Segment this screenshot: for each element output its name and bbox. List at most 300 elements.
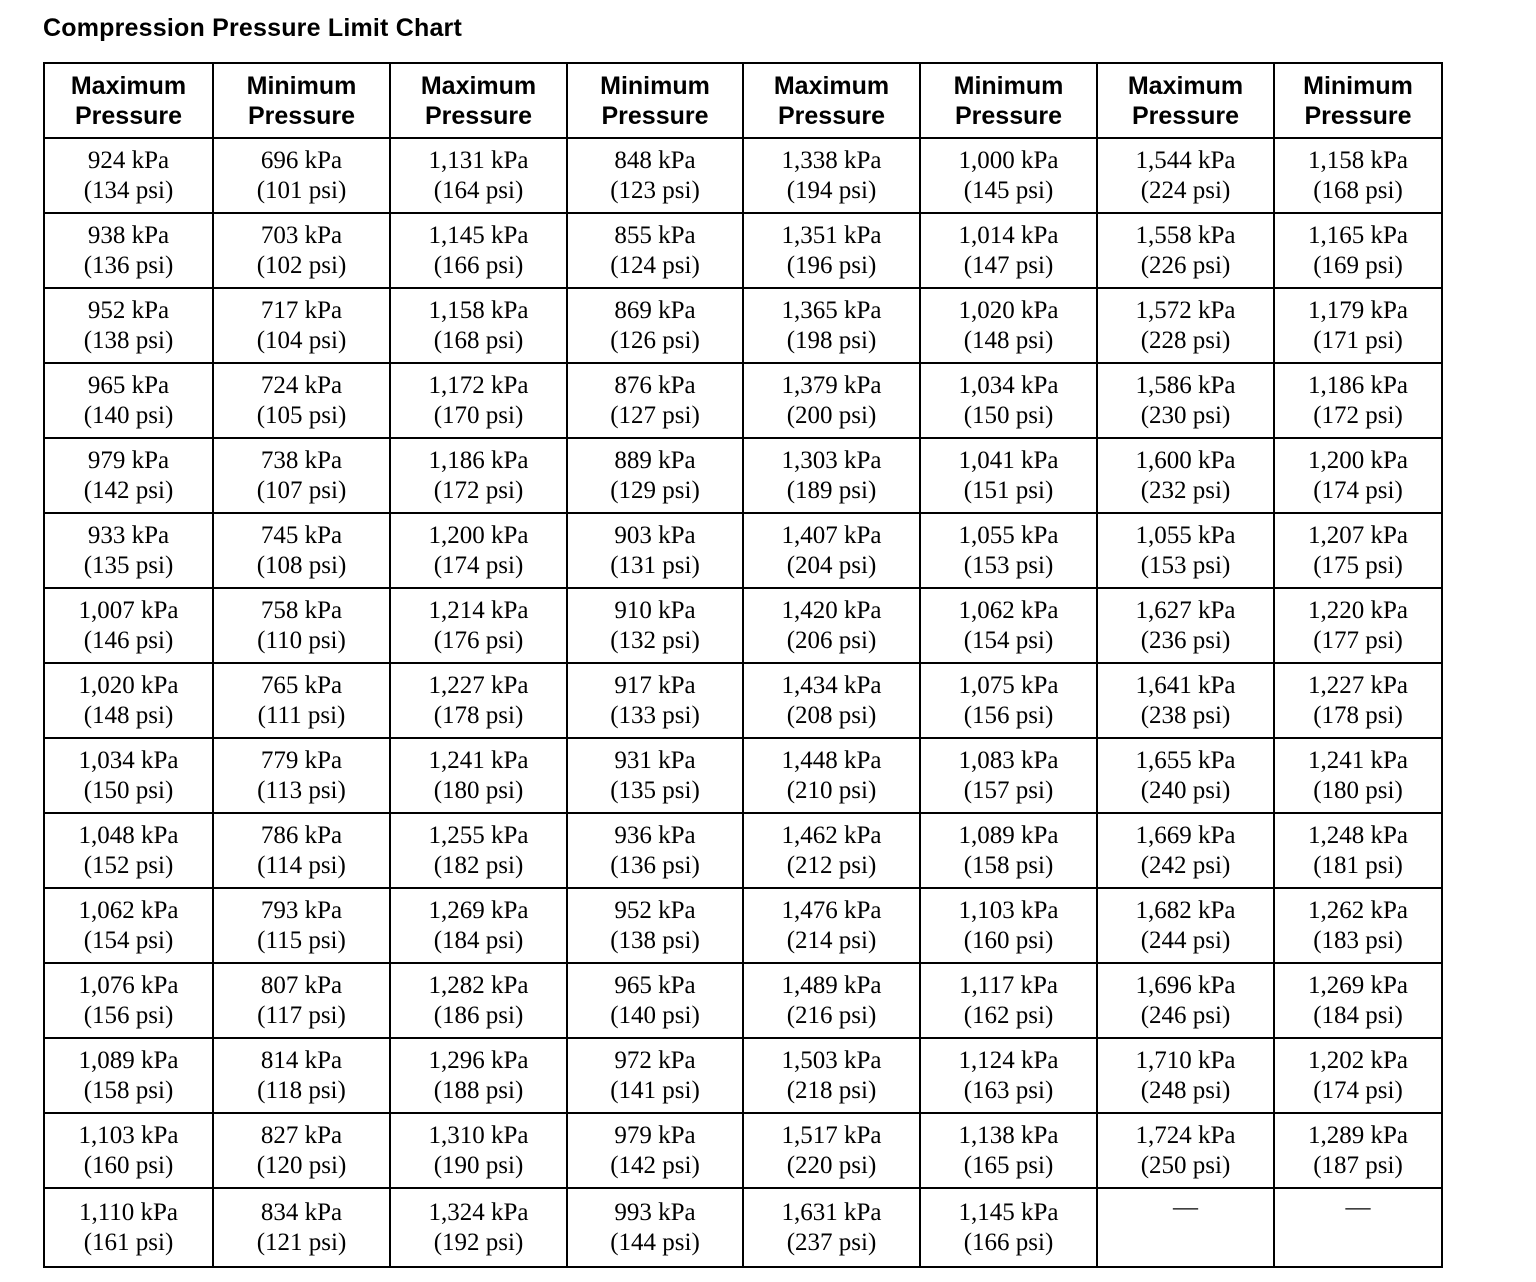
kpa-value: 1,089 kPa <box>78 1046 179 1074</box>
kpa-value: 1,124 kPa <box>958 1046 1059 1074</box>
table-cell <box>1274 213 1442 288</box>
table-cell <box>743 138 920 213</box>
kpa-value: 1,503 kPa <box>781 1046 882 1074</box>
table-cell <box>213 363 390 438</box>
column-header-line: Pressure <box>954 101 1063 130</box>
kpa-value: 1,696 kPa <box>1135 971 1236 999</box>
table-cell <box>920 663 1097 738</box>
column-header-line: Pressure <box>601 101 709 130</box>
psi-value: (166 psi) <box>963 1228 1054 1256</box>
table-cell <box>567 813 743 888</box>
psi-value: (165 psi) <box>963 1151 1054 1179</box>
table-cell <box>743 513 920 588</box>
column-header <box>1097 63 1274 138</box>
table-cell <box>44 1038 213 1113</box>
table-cell <box>567 438 743 513</box>
psi-value: (153 psi) <box>1140 551 1231 579</box>
kpa-value: 1,103 kPa <box>78 1121 179 1149</box>
kpa-value: 917 kPa <box>614 671 696 699</box>
kpa-value: 1,420 kPa <box>781 596 882 624</box>
table-cell <box>567 213 743 288</box>
kpa-value: 1,558 kPa <box>1135 221 1236 249</box>
psi-value: (175 psi) <box>1313 551 1403 579</box>
table-cell <box>44 588 213 663</box>
kpa-value: 1,669 kPa <box>1135 821 1236 849</box>
table-cell <box>1097 213 1274 288</box>
kpa-value: 1,434 kPa <box>781 671 882 699</box>
table-cell <box>390 588 567 663</box>
psi-value: (114 psi) <box>257 851 346 879</box>
kpa-value: 952 kPa <box>614 896 696 924</box>
psi-value: (131 psi) <box>610 551 700 579</box>
psi-value: (250 psi) <box>1140 1151 1231 1179</box>
kpa-value: 1,034 kPa <box>78 746 179 774</box>
psi-value: (156 psi) <box>963 701 1054 729</box>
psi-value: (198 psi) <box>786 326 877 354</box>
table-cell <box>1097 888 1274 963</box>
table-row <box>44 288 1442 363</box>
table-cell <box>44 738 213 813</box>
kpa-value: 965 kPa <box>87 371 170 399</box>
table-cell <box>743 1038 920 1113</box>
kpa-value: 1,710 kPa <box>1135 1046 1236 1074</box>
kpa-value: 793 kPa <box>260 896 343 924</box>
column-header-line: Maximum <box>70 71 187 100</box>
table-cell <box>213 1038 390 1113</box>
kpa-value: 724 kPa <box>260 371 343 399</box>
psi-value: (150 psi) <box>83 776 174 804</box>
kpa-value: 1,324 kPa <box>428 1198 529 1226</box>
kpa-value: 1,202 kPa <box>1308 1046 1408 1074</box>
table-cell <box>1097 288 1274 363</box>
table-cell <box>567 888 743 963</box>
kpa-value: 938 kPa <box>87 221 170 249</box>
psi-value: (127 psi) <box>610 401 700 429</box>
kpa-value: 903 kPa <box>614 521 696 549</box>
psi-value: (138 psi) <box>610 926 700 954</box>
table-row <box>44 888 1442 963</box>
kpa-value: 1,007 kPa <box>78 596 179 624</box>
table-row <box>44 1113 1442 1188</box>
table-cell <box>1097 663 1274 738</box>
kpa-value: 931 kPa <box>614 746 696 774</box>
kpa-value: 1,255 kPa <box>428 821 529 849</box>
kpa-value: 1,117 kPa <box>958 971 1059 999</box>
kpa-value: 1,724 kPa <box>1135 1121 1236 1149</box>
table-cell <box>567 1188 743 1267</box>
psi-value: (180 psi) <box>433 776 524 804</box>
column-header-line: Pressure <box>424 101 533 130</box>
table-cell <box>213 1113 390 1188</box>
kpa-value: 1,351 kPa <box>781 221 882 249</box>
kpa-value: 869 kPa <box>614 296 696 324</box>
kpa-value: 1,048 kPa <box>78 821 179 849</box>
table-row <box>44 813 1442 888</box>
column-header-line: Pressure <box>1304 101 1412 130</box>
psi-value: (121 psi) <box>256 1228 347 1256</box>
table-cell <box>1097 813 1274 888</box>
table-cell <box>213 588 390 663</box>
psi-value: (107 psi) <box>256 476 347 504</box>
kpa-value: 979 kPa <box>614 1121 696 1149</box>
psi-value: (183 psi) <box>1313 926 1403 954</box>
psi-value: (216 psi) <box>786 1001 877 1029</box>
psi-value: (160 psi) <box>963 926 1054 954</box>
kpa-value: 786 kPa <box>260 821 343 849</box>
kpa-value: 1,489 kPa <box>781 971 882 999</box>
table-cell <box>1097 963 1274 1038</box>
empty-dash: — <box>1345 1194 1371 1221</box>
psi-value: (146 psi) <box>83 626 174 654</box>
table-cell <box>1274 963 1442 1038</box>
psi-value: (172 psi) <box>1313 401 1403 429</box>
kpa-value: 745 kPa <box>260 521 343 549</box>
kpa-value: 1,338 kPa <box>781 146 882 174</box>
kpa-value: 1,517 kPa <box>781 1121 882 1149</box>
psi-value: (101 psi) <box>256 176 347 204</box>
psi-value: (156 psi) <box>83 1001 174 1029</box>
kpa-value: 1,041 kPa <box>958 446 1059 474</box>
table-cell <box>743 963 920 1038</box>
table-cell <box>920 1038 1097 1113</box>
table-cell <box>567 963 743 1038</box>
column-header-line: Pressure <box>247 101 356 130</box>
table-cell <box>390 438 567 513</box>
psi-value: (178 psi) <box>1313 701 1403 729</box>
psi-value: (154 psi) <box>83 926 174 954</box>
psi-value: (189 psi) <box>786 476 877 504</box>
table-cell <box>743 288 920 363</box>
table-row <box>44 138 1442 213</box>
kpa-value: 1,448 kPa <box>781 746 882 774</box>
kpa-value: 1,076 kPa <box>78 971 179 999</box>
kpa-value: 1,172 kPa <box>428 371 529 399</box>
table-cell <box>390 1113 567 1188</box>
kpa-value: 827 kPa <box>260 1121 343 1149</box>
kpa-value: 696 kPa <box>260 146 343 174</box>
kpa-value: 1,145 kPa <box>958 1198 1059 1226</box>
psi-value: (232 psi) <box>1140 476 1231 504</box>
kpa-value: 1,476 kPa <box>781 896 882 924</box>
column-header <box>213 63 390 138</box>
psi-value: (204 psi) <box>786 551 877 579</box>
kpa-value: 1,631 kPa <box>781 1198 882 1226</box>
column-header-line: Maximum <box>773 71 890 100</box>
table-cell <box>1097 588 1274 663</box>
psi-value: (200 psi) <box>786 401 877 429</box>
table-cell <box>920 1188 1097 1267</box>
table-cell <box>213 138 390 213</box>
psi-value: (208 psi) <box>786 701 877 729</box>
table-cell <box>44 438 213 513</box>
table-cell <box>567 363 743 438</box>
psi-value: (138 psi) <box>83 326 174 354</box>
kpa-value: 765 kPa <box>260 671 343 699</box>
kpa-value: 1,207 kPa <box>1308 521 1408 549</box>
table-cell <box>213 888 390 963</box>
psi-value: (104 psi) <box>256 326 347 354</box>
table-cell <box>44 1113 213 1188</box>
psi-value: (184 psi) <box>1313 1001 1403 1029</box>
psi-value: (123 psi) <box>610 176 700 204</box>
table-row <box>44 513 1442 588</box>
table-cell <box>567 588 743 663</box>
table-cell <box>920 738 1097 813</box>
table-row <box>44 438 1442 513</box>
psi-value: (237 psi) <box>786 1228 877 1256</box>
psi-value: (141 psi) <box>610 1076 700 1104</box>
table-cell <box>1097 138 1274 213</box>
psi-value: (126 psi) <box>610 326 700 354</box>
table-cell <box>920 588 1097 663</box>
column-header-line: Minimum <box>1303 71 1413 100</box>
psi-value: (162 psi) <box>963 1001 1054 1029</box>
table-row <box>44 588 1442 663</box>
table-cell <box>1097 438 1274 513</box>
psi-value: (117 psi) <box>257 1001 346 1029</box>
column-header-line: Pressure <box>1131 101 1240 130</box>
psi-value: (148 psi) <box>963 326 1054 354</box>
psi-value: (174 psi) <box>433 551 524 579</box>
table-cell <box>44 813 213 888</box>
compression-pressure-table <box>43 62 1443 1268</box>
table-cell <box>390 963 567 1038</box>
table-cell <box>44 138 213 213</box>
kpa-value: 758 kPa <box>260 596 343 624</box>
table-cell <box>743 438 920 513</box>
kpa-value: 1,165 kPa <box>1308 221 1408 249</box>
header-row <box>44 63 1442 138</box>
table-cell <box>567 513 743 588</box>
column-header-line: Maximum <box>420 71 537 100</box>
psi-value: (136 psi) <box>610 851 700 879</box>
kpa-value: 936 kPa <box>614 821 696 849</box>
psi-value: (142 psi) <box>83 476 174 504</box>
psi-value: (158 psi) <box>83 1076 174 1104</box>
table-cell <box>743 588 920 663</box>
kpa-value: 1,000 kPa <box>958 146 1059 174</box>
psi-value: (140 psi) <box>610 1001 700 1029</box>
table-cell <box>920 888 1097 963</box>
kpa-value: 1,110 kPa <box>78 1198 179 1226</box>
table-cell <box>743 1188 920 1267</box>
kpa-value: 1,310 kPa <box>428 1121 529 1149</box>
table-cell <box>213 213 390 288</box>
table-cell <box>213 1188 390 1267</box>
psi-value: (164 psi) <box>433 176 524 204</box>
table-cell <box>390 1188 567 1267</box>
table-cell <box>743 363 920 438</box>
table-row <box>44 1038 1442 1113</box>
kpa-value: 807 kPa <box>260 971 343 999</box>
table-cell <box>567 663 743 738</box>
psi-value: (244 psi) <box>1140 926 1231 954</box>
kpa-value: 1,627 kPa <box>1135 596 1236 624</box>
kpa-value: 1,572 kPa <box>1135 296 1236 324</box>
psi-value: (174 psi) <box>1313 1076 1403 1104</box>
table-cell <box>567 1113 743 1188</box>
table-cell <box>390 288 567 363</box>
kpa-value: 1,462 kPa <box>781 821 882 849</box>
table-cell <box>567 288 743 363</box>
kpa-value: 1,655 kPa <box>1135 746 1236 774</box>
kpa-value: 738 kPa <box>260 446 343 474</box>
table-cell <box>390 738 567 813</box>
psi-value: (120 psi) <box>256 1151 347 1179</box>
table-cell <box>44 513 213 588</box>
psi-value: (187 psi) <box>1313 1151 1403 1179</box>
psi-value: (102 psi) <box>256 251 347 279</box>
kpa-value: 910 kPa <box>614 596 696 624</box>
psi-value: (242 psi) <box>1140 851 1231 879</box>
kpa-value: 1,200 kPa <box>428 521 529 549</box>
kpa-value: 1,641 kPa <box>1135 671 1236 699</box>
psi-value: (181 psi) <box>1313 851 1403 879</box>
psi-value: (248 psi) <box>1140 1076 1231 1104</box>
table-cell <box>567 1038 743 1113</box>
table-cell <box>1274 288 1442 363</box>
kpa-value: 1,062 kPa <box>958 596 1059 624</box>
table-cell <box>567 738 743 813</box>
kpa-value: 993 kPa <box>614 1198 696 1226</box>
kpa-value: 1,269 kPa <box>1308 971 1408 999</box>
kpa-value: 889 kPa <box>614 446 696 474</box>
table-cell <box>213 663 390 738</box>
psi-value: (136 psi) <box>83 251 174 279</box>
table-cell <box>1274 1188 1442 1267</box>
kpa-value: 952 kPa <box>87 296 170 324</box>
psi-value: (214 psi) <box>786 926 877 954</box>
kpa-value: 1,083 kPa <box>958 746 1059 774</box>
psi-value: (236 psi) <box>1140 626 1231 654</box>
kpa-value: 1,020 kPa <box>958 296 1059 324</box>
table-cell <box>743 213 920 288</box>
psi-value: (140 psi) <box>83 401 174 429</box>
psi-value: (160 psi) <box>83 1151 174 1179</box>
column-header-line: Minimum <box>246 71 357 100</box>
psi-value: (152 psi) <box>83 851 174 879</box>
kpa-value: 1,544 kPa <box>1135 146 1236 174</box>
psi-value: (218 psi) <box>786 1076 877 1104</box>
psi-value: (168 psi) <box>1313 176 1403 204</box>
table-cell <box>44 963 213 1038</box>
table-cell <box>1097 1188 1274 1267</box>
psi-value: (157 psi) <box>963 776 1054 804</box>
table-cell <box>1274 588 1442 663</box>
kpa-value: 1,241 kPa <box>428 746 529 774</box>
psi-value: (212 psi) <box>786 851 877 879</box>
psi-value: (228 psi) <box>1140 326 1231 354</box>
table-cell <box>390 663 567 738</box>
psi-value: (153 psi) <box>963 551 1054 579</box>
table-cell <box>44 288 213 363</box>
table-cell <box>743 813 920 888</box>
kpa-value: 1,158 kPa <box>428 296 529 324</box>
kpa-value: 1,682 kPa <box>1135 896 1236 924</box>
psi-value: (178 psi) <box>433 701 524 729</box>
psi-value: (226 psi) <box>1140 251 1231 279</box>
table-cell <box>1274 738 1442 813</box>
table-cell <box>1274 1038 1442 1113</box>
kpa-value: 834 kPa <box>260 1198 343 1226</box>
column-header <box>743 63 920 138</box>
psi-value: (224 psi) <box>1140 176 1231 204</box>
psi-value: (206 psi) <box>786 626 877 654</box>
kpa-value: 965 kPa <box>614 971 696 999</box>
table-row <box>44 213 1442 288</box>
psi-value: (134 psi) <box>83 176 174 204</box>
table-cell <box>743 1113 920 1188</box>
table-cell <box>390 138 567 213</box>
psi-value: (238 psi) <box>1140 701 1231 729</box>
psi-value: (129 psi) <box>610 476 700 504</box>
kpa-value: 814 kPa <box>260 1046 343 1074</box>
table-cell <box>743 738 920 813</box>
table-row <box>44 363 1442 438</box>
table-cell <box>213 438 390 513</box>
psi-value: (172 psi) <box>433 476 524 504</box>
column-header-line: Minimum <box>953 71 1064 100</box>
table-cell <box>1274 438 1442 513</box>
kpa-value: 1,262 kPa <box>1308 896 1408 924</box>
psi-value: (192 psi) <box>433 1228 524 1256</box>
kpa-value: 1,131 kPa <box>428 146 529 174</box>
table-cell <box>44 663 213 738</box>
kpa-value: 779 kPa <box>260 746 343 774</box>
psi-value: (246 psi) <box>1140 1001 1231 1029</box>
table-cell <box>213 513 390 588</box>
kpa-value: 1,303 kPa <box>781 446 882 474</box>
kpa-value: 1,020 kPa <box>78 671 179 699</box>
kpa-value: 1,214 kPa <box>428 596 529 624</box>
kpa-value: 1,179 kPa <box>1308 296 1408 324</box>
psi-value: (115 psi) <box>257 926 346 954</box>
psi-value: (166 psi) <box>433 251 524 279</box>
psi-value: (168 psi) <box>433 326 524 354</box>
table-cell <box>920 288 1097 363</box>
table-cell <box>1097 738 1274 813</box>
table-cell <box>1097 363 1274 438</box>
table-cell <box>1097 513 1274 588</box>
kpa-value: 979 kPa <box>87 446 170 474</box>
psi-value: (110 psi) <box>257 626 346 654</box>
kpa-value: 717 kPa <box>260 296 343 324</box>
table-cell <box>44 213 213 288</box>
chart-title: Compression Pressure Limit Chart <box>43 14 463 42</box>
psi-value: (111 psi) <box>257 701 346 729</box>
kpa-value: 1,138 kPa <box>958 1121 1059 1149</box>
psi-value: (135 psi) <box>83 551 174 579</box>
table-cell <box>920 138 1097 213</box>
empty-dash: — <box>1173 1194 1198 1221</box>
table-cell <box>390 888 567 963</box>
psi-value: (194 psi) <box>786 176 877 204</box>
kpa-value: 1,600 kPa <box>1135 446 1236 474</box>
psi-value: (108 psi) <box>256 551 347 579</box>
kpa-value: 1,034 kPa <box>958 371 1059 399</box>
psi-value: (133 psi) <box>610 701 700 729</box>
column-header-line: Maximum <box>1127 71 1244 100</box>
kpa-value: 1,055 kPa <box>1135 521 1236 549</box>
kpa-value: 1,200 kPa <box>1308 446 1408 474</box>
psi-value: (180 psi) <box>1313 776 1403 804</box>
kpa-value: 1,586 kPa <box>1135 371 1236 399</box>
psi-value: (196 psi) <box>786 251 877 279</box>
psi-value: (186 psi) <box>433 1001 524 1029</box>
psi-value: (190 psi) <box>433 1151 524 1179</box>
kpa-value: 1,220 kPa <box>1308 596 1408 624</box>
psi-value: (144 psi) <box>610 1228 700 1256</box>
